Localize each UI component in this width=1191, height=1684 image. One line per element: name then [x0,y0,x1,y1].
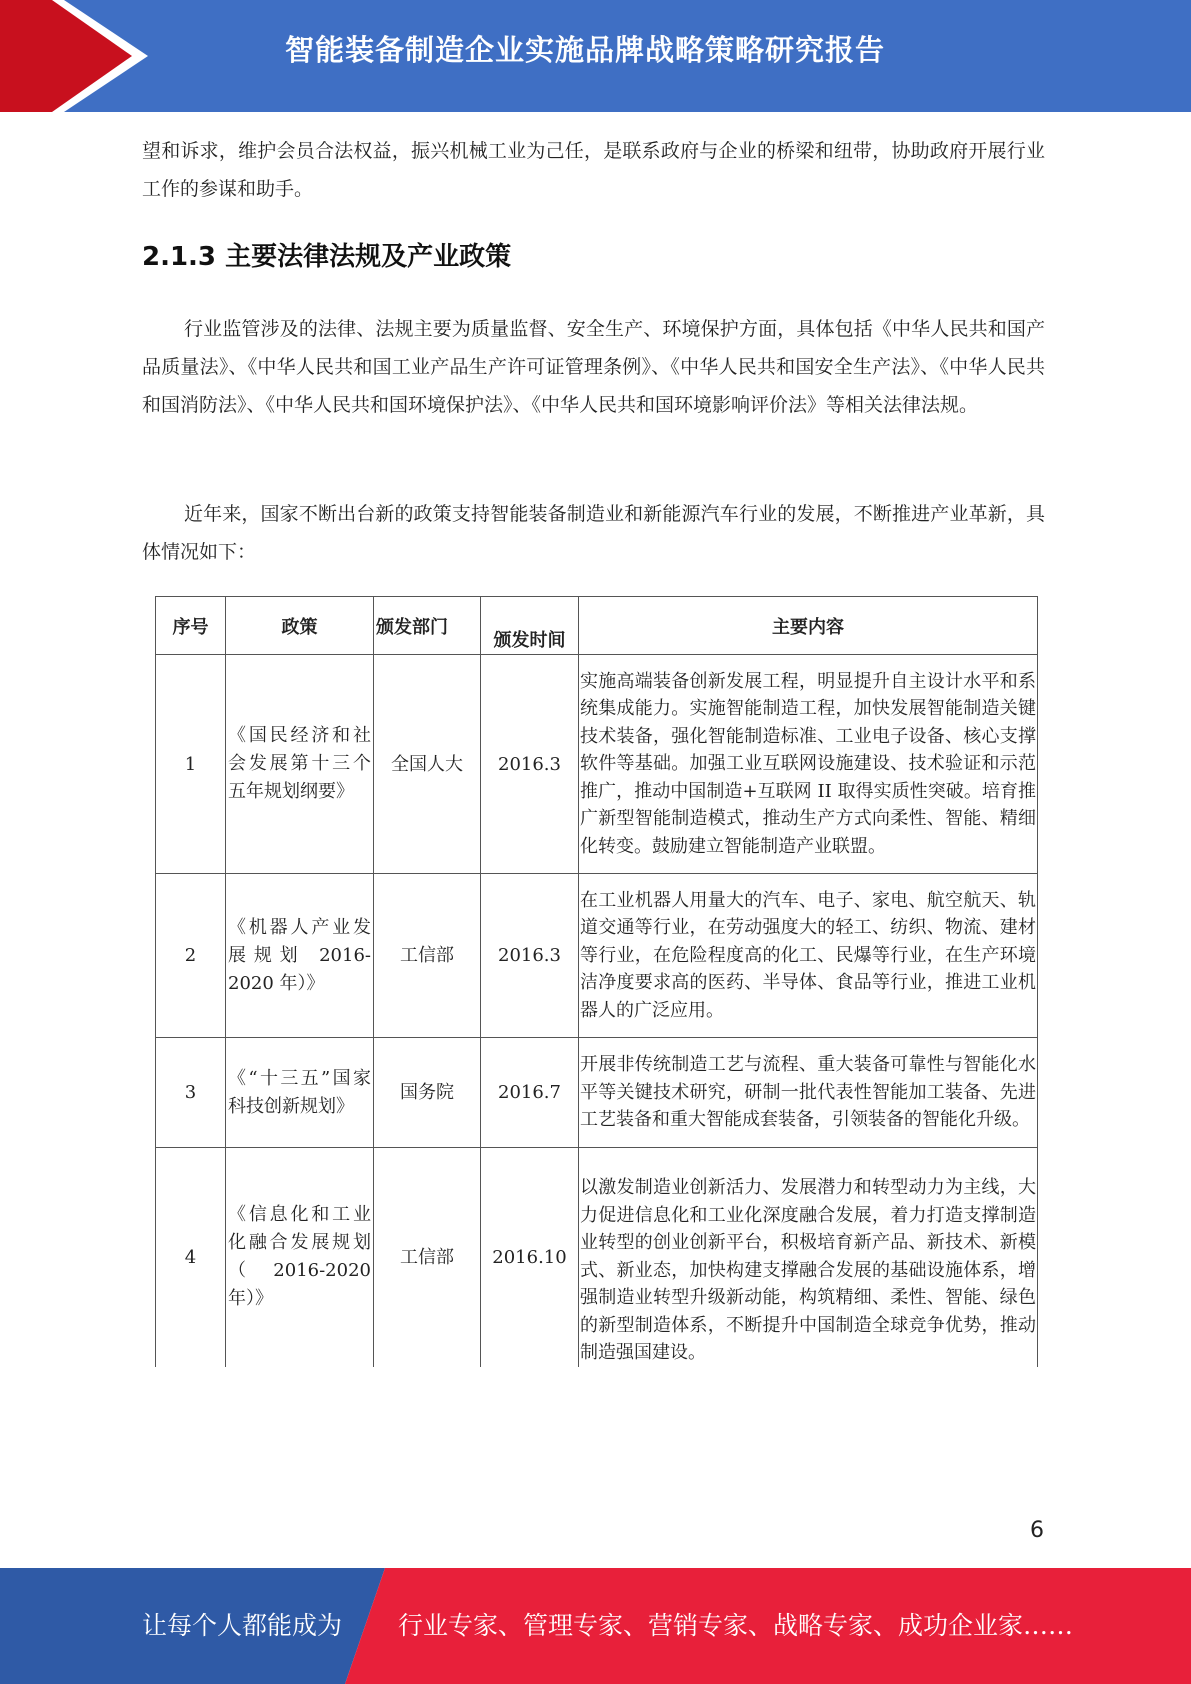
header-chevron-decoration [0,0,160,112]
header-policy: 政策 [226,597,374,655]
row-no: 2 [156,874,226,1038]
row-date: 2016.7 [481,1038,579,1148]
report-title: 智能装备制造企业实施品牌战略策略研究报告 [285,33,886,67]
row-content: 实施高端装备创新发展工程，明显提升自主设计水平和系统集成能力。实施智能制造工程，加快发展智能制造关键技术装备，强化智能制造标准、工业电子设备、核心支撑软件等基础。加强工业互联网设施建设、技术验证和示范推广，推动中国制造+互联网 II 取得实质性突破。培育推广新型智能制造模式，推动生产方式向柔性、智能、精细化转变。鼓励建立智能制造产业联盟。 [579,655,1038,874]
row-no: 3 [156,1038,226,1148]
row-content: 在工业机器人用量大的汽车、电子、家电、航空航天、轨道交通等行业，在劳动强度大的轻工、纺织、物流、建材等行业，在危险程度高的化工、民爆等行业，在生产环境洁净度要求高的医药、半导体、食品等行业，推进工业机器人的广泛应用。 [579,874,1038,1038]
intro-paragraph: 望和诉求，维护会员合法权益，振兴机械工业为己任，是联系政府与企业的桥梁和纽带，协助政府开展行业工作的参谋和助手。 [142,140,1045,200]
row-date: 2016.3 [481,874,579,1038]
row-dept: 工信部 [374,1148,481,1367]
row-dept: 国务院 [374,1038,481,1148]
table-row [156,655,1038,874]
table-row [156,874,1038,1038]
row-policy: 《“十三五”国家科技创新规划》 [226,1038,374,1148]
row-dept: 工信部 [374,874,481,1038]
header-no: 序号 [156,597,226,655]
row-date: 2016.3 [481,655,579,874]
row-content: 以激发制造业创新活力、发展潜力和转型动力为主线，大力促进信息化和工业化深度融合发展，着力打造支撑制造业转型的创业创新平台，积极培育新产品、新技术、新模式、新业态，加快构建支撑融合发展的基础设施体系，增强制造业转型升级新动能，构筑精细、柔性、智能、绿色的新型制造体系，不断提升中国制造全球竞争优势，推动制造强国建设。 [579,1148,1038,1367]
row-no: 4 [156,1148,226,1367]
table-row [156,1148,1038,1367]
row-policy: 《信息化和工业化融合发展规划（2016-2020 年）》 [226,1148,374,1367]
footer-slogan-left: 让每个人都能成为 [142,1611,343,1640]
page-footer [0,1568,1191,1684]
page-header [0,0,1191,112]
policy-table [155,596,1038,1367]
header-content: 主要内容 [579,597,1038,655]
table-header-row [156,597,1038,655]
page-number: 6 [1030,1518,1044,1543]
header-dept: 颁发部门 [374,597,481,655]
row-date: 2016.10 [481,1148,579,1367]
recent-policies-paragraph: 近年来，国家不断出台新的政策支持智能装备制造业和新能源汽车行业的发展，不断推进产业革新，具体情况如下： [142,503,1045,563]
section-heading: 2.1.3 主要法律法规及产业政策 [142,242,512,272]
row-policy: 《国民经济和社会发展第十三个五年规划纲要》 [226,655,374,874]
row-dept: 全国人大 [374,655,481,874]
footer-slogan-right: 行业专家、管理专家、营销专家、战略专家、成功企业家…… [398,1611,1074,1640]
row-policy: 《机器人产业发展规划 2016-2020 年）》 [226,874,374,1038]
row-no: 1 [156,655,226,874]
laws-paragraph: 行业监管涉及的法律、法规主要为质量监督、安全生产、环境保护方面，具体包括《中华人民共和国产品质量法》、《中华人民共和国工业产品生产许可证管理条例》、《中华人民共和国安全生产法》、《中华人民共和国消防法》、《中华人民共和国环境保护法》、《中华人民共和国环境影响评价法》等相关法律法规。 [142,318,1045,416]
header-date: 颁发时间 [481,597,579,655]
row-content: 开展非传统制造工艺与流程、重大装备可靠性与智能化水平等关键技术研究，研制一批代表性智能加工装备、先进工艺装备和重大智能成套装备，引领装备的智能化升级。 [579,1038,1038,1148]
table-row [156,1038,1038,1148]
